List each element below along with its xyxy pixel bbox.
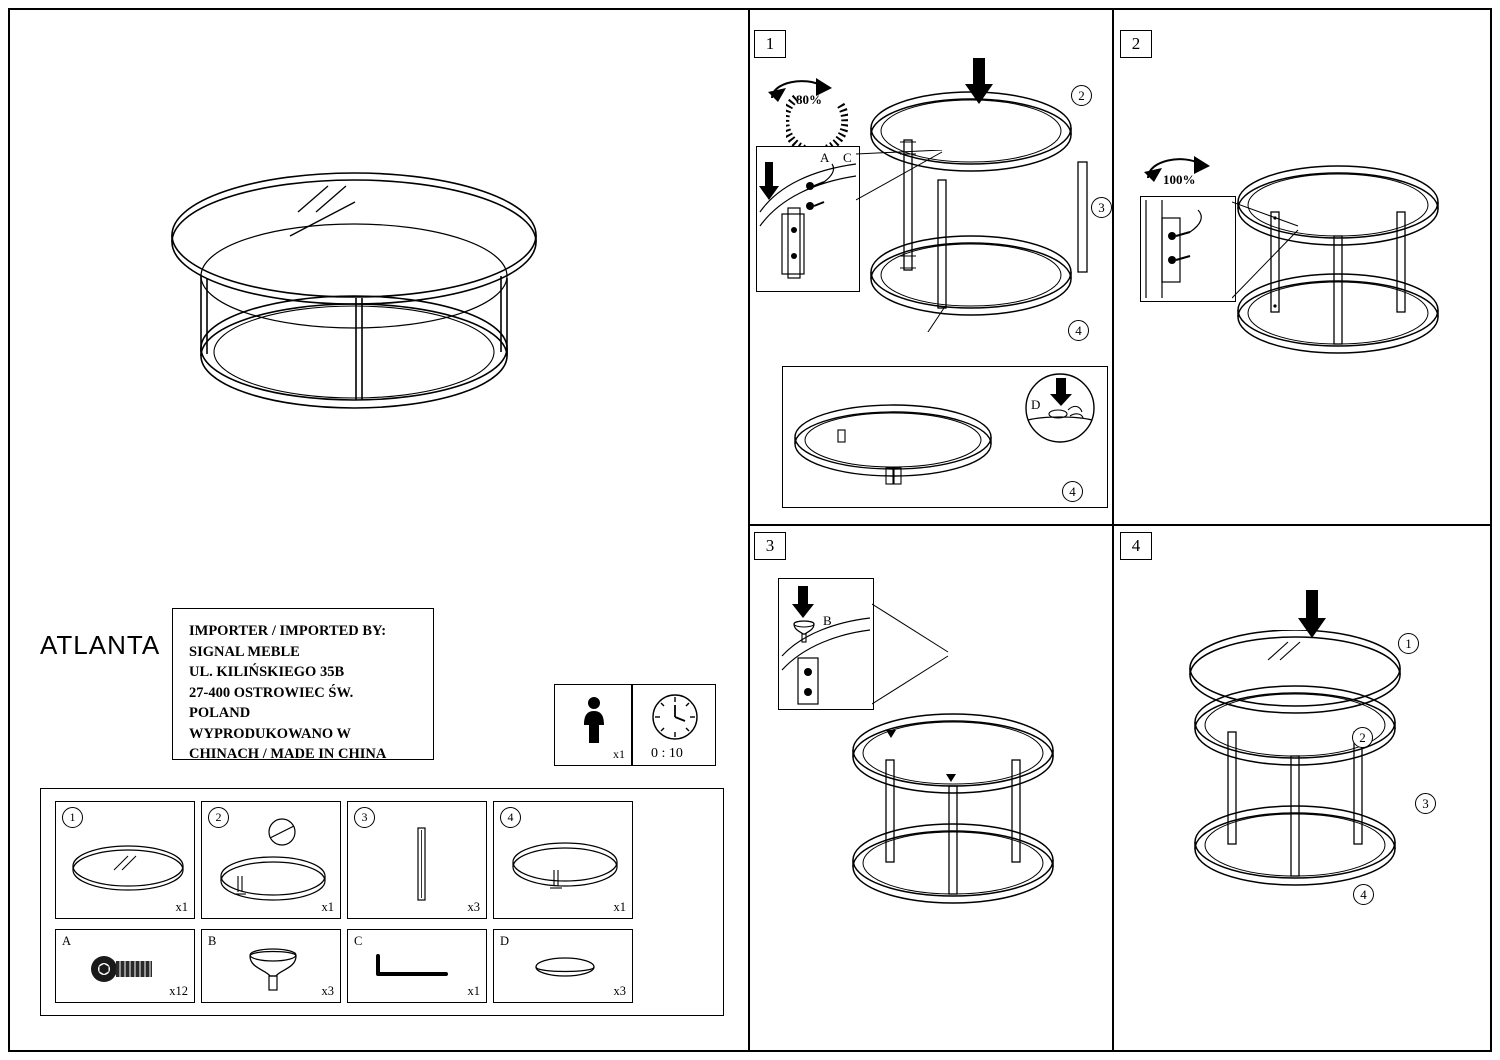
detail-ref-4-step1: 4 [1062,481,1083,502]
part-ref-3-step1: 3 [1091,197,1112,218]
part-cell-C [347,929,487,1003]
part-id-A: A [62,934,72,948]
detail-callout-drawing-step2 [1142,198,1234,300]
part-ref-3-step4: 3 [1415,793,1436,814]
insert-arrow-callout-step1 [756,160,782,202]
part-id-1: 1 [62,807,83,828]
step3-assembly-drawing [840,710,1090,930]
assembly-time-box [632,684,716,766]
importer-line-1: SIGNAL MEBLE [189,643,300,660]
importer-line-5: WYPRODUKOWANO W [189,725,352,742]
brand-name: ATLANTA [40,630,161,660]
divider-vertical-main [748,8,750,1052]
step1-assembly-drawing [856,82,1106,332]
torque-label-step1: 80% [796,92,822,107]
vertical-leg-tube-icon [410,826,432,902]
upper-frame-ring-icon [212,816,334,908]
torque-arc-step1 [786,86,848,152]
part-id-3: 3 [354,807,375,828]
detail-callout-drawing-step3 [780,580,872,708]
part-cell-2 [201,801,341,919]
step1-detail-magnifier [1016,372,1106,444]
hex-socket-bolt-icon [88,952,168,986]
part-cell-D [493,929,633,1003]
rubber-disc-pad-icon [530,956,600,984]
part-id-4: 4 [500,807,521,828]
importer-block [172,608,434,763]
part-ref-2-step4: 2 [1352,727,1373,748]
glass-table-top-icon [70,840,186,896]
part-qty-1: x1 [175,900,188,914]
part-id-2: 2 [208,807,229,828]
part-ref-1-step4: 1 [1398,633,1419,654]
suction-cup-pad-icon [244,946,302,994]
step2-assembly-drawing [1225,160,1475,360]
persons-required-box [554,684,632,766]
lower-frame-ring-icon [506,840,624,906]
step4-assembly-drawing [1170,630,1440,920]
part-id-C: C [354,934,363,948]
allen-key-icon [368,952,468,988]
hero-product-drawing [120,90,590,410]
divider-horizontal-right [748,524,1492,526]
callout-label-B-step3: B [823,613,832,628]
importer-line-4: POLAND [189,705,251,722]
callout-label-C-step1: C [843,150,852,165]
part-qty-C: x1 [467,984,480,998]
persons-qty: x1 [613,747,625,761]
part-cell-1 [55,801,195,919]
part-qty-B: x3 [321,984,334,998]
step-tag-2: 2 [1120,30,1152,58]
part-id-D: D [500,934,510,948]
step-tag-1: 1 [754,30,786,58]
part-qty-3: x3 [467,900,480,914]
clock-icon [649,691,701,743]
part-qty-D: x3 [613,984,626,998]
step-tag-3: 3 [754,532,786,560]
part-cell-4 [493,801,633,919]
part-cell-3 [347,801,487,919]
part-ref-4-step4: 4 [1353,884,1374,905]
callout-leader-step3 [872,600,952,710]
part-ref-2-step1: 2 [1071,85,1092,106]
importer-line-3: 27-400 OSTROWIEC ŚW. [189,684,354,701]
assembly-time-value: 0 : 10 [651,746,683,761]
person-icon [579,695,609,745]
part-qty-2: x1 [321,900,334,914]
part-qty-A: x12 [169,984,188,998]
part-qty-4: x1 [613,900,626,914]
divider-vertical-right [1112,8,1114,1052]
importer-line-0: IMPORTER / IMPORTED BY: [189,623,387,639]
step-tag-4: 4 [1120,532,1152,560]
torque-label-step2: 100% [1163,172,1196,187]
detail-label-D-step1: D [1031,397,1041,412]
part-cell-A [55,929,195,1003]
callout-label-A-step1: A [820,150,830,165]
parts-list [40,788,724,1016]
importer-line-2: UL. KILIŃSKIEGO 35B [189,664,345,681]
importer-line-6: CHINACH / MADE IN CHINA [189,746,387,763]
part-ref-4-step1: 4 [1068,320,1089,341]
step1-detail-ring-drawing [790,392,1000,502]
part-id-B: B [208,934,217,948]
part-cell-B [201,929,341,1003]
insert-arrow-step1 [962,56,996,106]
